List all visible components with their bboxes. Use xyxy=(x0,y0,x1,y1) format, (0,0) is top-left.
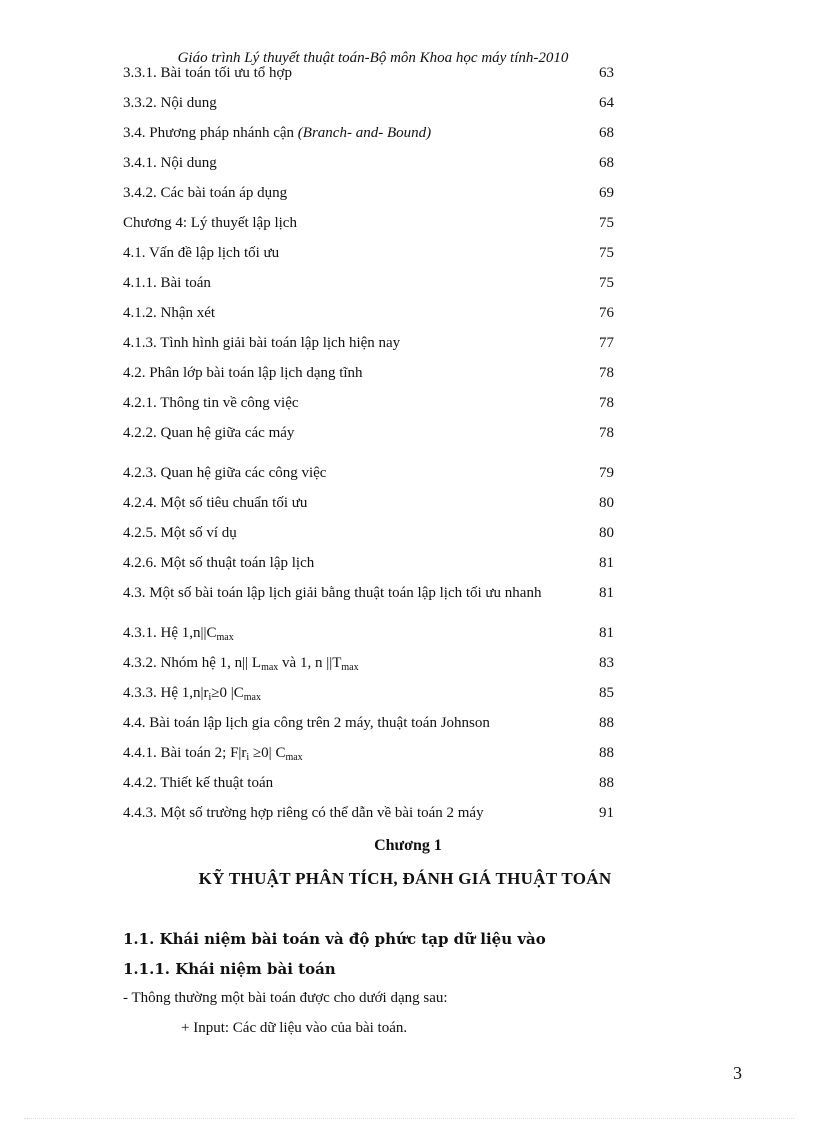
toc-entry xyxy=(123,714,623,732)
toc-entry-title: 4.3. Một số bài toán lập lịch giải bằng thuật toán lập lịch tối ưu nhanh xyxy=(123,585,542,601)
toc-entry-page: 79 xyxy=(599,465,614,481)
toc-entry xyxy=(123,244,623,262)
toc-entry-page: 88 xyxy=(599,715,614,731)
toc-entry-page: 75 xyxy=(599,275,614,291)
toc-entry-title: 4.2.2. Quan hệ giữa các máy xyxy=(123,425,295,441)
toc-entry-title: 3.3.2. Nội dung xyxy=(123,95,217,111)
subscript: max xyxy=(261,662,279,673)
toc-entry xyxy=(123,624,623,647)
toc-entry-page: 78 xyxy=(599,365,614,381)
body-paragraph: - Thông thường một bài toán được cho dưới dạng sau: xyxy=(123,990,448,1006)
toc-entry xyxy=(123,64,623,82)
toc-entry xyxy=(123,364,623,382)
toc-entry xyxy=(123,584,623,602)
toc-entry-page: 80 xyxy=(599,525,614,541)
toc-entry-page: 77 xyxy=(599,335,614,351)
toc-entry-page: 83 xyxy=(599,655,614,671)
toc-entry xyxy=(123,804,623,822)
page-number: 3 xyxy=(733,1063,742,1083)
toc-entry xyxy=(123,464,623,482)
toc-entry-title: 3.3.1. Bài toán tối ưu tổ hợp xyxy=(123,65,292,81)
toc-entry xyxy=(123,304,623,322)
toc-entry-title: 4.3.1. Hệ $1,n||C_{max}$ xyxy=(123,625,234,643)
toc-entry-title: 4.1. Vấn đề lập lịch tối ưu xyxy=(123,245,280,261)
toc-entry-page: 68 xyxy=(599,125,614,141)
toc-entry-page: 78 xyxy=(599,425,614,441)
toc-entry xyxy=(123,94,623,112)
toc-entry-page: 88 xyxy=(599,775,614,791)
toc-entry xyxy=(123,214,623,232)
toc-entry xyxy=(123,654,623,677)
subsection-heading: 1.1.1. Khái niệm bài toán xyxy=(123,960,336,978)
toc-entry-title: 3.4.2. Các bài toán áp dụng xyxy=(123,185,288,201)
toc-entry xyxy=(123,274,623,292)
toc-entry xyxy=(123,494,623,512)
subscript: max xyxy=(243,692,261,703)
toc-entry-title: 4.2.4. Một số tiêu chuẩn tối ưu xyxy=(123,495,308,511)
toc-entry-title: 4.2.3. Quan hệ giữa các công việc xyxy=(123,465,327,481)
toc-entry-page: 80 xyxy=(599,495,614,511)
bottom-divider xyxy=(24,1118,794,1119)
toc-entry-title: 4.1.3. Tình hình giải bài toán lập lịch hiện nay xyxy=(123,335,401,351)
toc-entry-page: 91 xyxy=(599,805,614,821)
subscript: max xyxy=(285,752,303,763)
toc-entry xyxy=(123,524,623,542)
running-header: Giáo trình Lý thuyết thuật toán-Bộ môn Khoa học máy tính-2010 xyxy=(177,50,569,66)
subscript: i xyxy=(246,752,250,763)
toc-entry-title: 4.3.2. Nhóm hệ 1, n|| $L_{max}$ và 1, n $||T_{max}$ xyxy=(123,655,359,673)
toc-entry-title: 4.2.1. Thông tin về công việc xyxy=(123,395,299,411)
toc-entry xyxy=(123,184,623,202)
toc-entry-page: 81 xyxy=(599,585,614,601)
toc-entry xyxy=(123,684,623,707)
toc-entry-page: 69 xyxy=(599,185,614,201)
subscript: i xyxy=(208,692,212,703)
toc-entry-page: 76 xyxy=(599,305,614,321)
toc-entry-title: 4.2.6. Một số thuật toán lập lịch xyxy=(123,555,315,571)
toc-entry xyxy=(123,334,623,352)
toc-entry xyxy=(123,394,623,412)
toc-entry-title: 4.1.2. Nhận xét xyxy=(123,305,216,321)
toc-entry xyxy=(123,774,623,792)
toc-entry-title: 4.1.1. Bài toán xyxy=(123,275,211,291)
toc-entry xyxy=(123,154,623,172)
toc-entry-title: 4.4.2. Thiết kế thuật toán xyxy=(123,775,274,791)
toc-entry-title: 4.4.1. Bài toán 2; $F|r_i \ge 0|$ $C_{max}$ xyxy=(123,745,303,763)
toc-entry-page: 88 xyxy=(599,745,614,761)
list-item-input: + Input: Các dữ liệu vào của bài toán. xyxy=(181,1020,408,1036)
toc-entry-page: 68 xyxy=(599,155,614,171)
toc-entry xyxy=(123,124,623,142)
toc-entry xyxy=(123,744,623,767)
toc-entry-page: 85 xyxy=(599,685,614,701)
subscript: max xyxy=(341,662,359,673)
toc-entry-italic: (Branch- and- Bound) xyxy=(297,125,432,141)
subscript: max xyxy=(216,632,234,643)
toc-entry-title: 4.2.5. Một số ví dụ xyxy=(123,525,237,541)
toc-entry-page: 64 xyxy=(599,95,614,111)
toc-entry-page: 75 xyxy=(599,215,614,231)
toc-entry-page: 81 xyxy=(599,555,614,571)
toc-entry-title: 4.4. Bài toán lập lịch gia công trên 2 máy, thuật toán Johnson xyxy=(123,715,490,731)
section-heading: 1.1. Khái niệm bài toán và độ phức tạp dữ liệu vào xyxy=(123,930,546,948)
toc-entry-page: 63 xyxy=(599,65,614,81)
toc-entry-page: 75 xyxy=(599,245,614,261)
toc-entry-page: 78 xyxy=(599,395,614,411)
chapter-number: Chương 1 xyxy=(374,837,442,854)
toc-entry-title: 3.4.1. Nội dung xyxy=(123,155,217,171)
toc-entry-title: 4.2. Phân lớp bài toán lập lịch dạng tĩnh xyxy=(123,365,363,381)
chapter-title: KỸ THUẬT PHÂN TÍCH, ĐÁNH GIÁ THUẬT TOÁN xyxy=(198,869,612,888)
toc-entry-title: Chương 4: Lý thuyết lập lịch xyxy=(123,215,297,231)
toc-entry-title: 4.4.3. Một số trường hợp riêng có thể dẫn về bài toán 2 máy xyxy=(123,805,484,821)
toc-entry xyxy=(123,554,623,572)
toc-entry-page: 81 xyxy=(599,625,614,641)
toc-entry-title: 4.3.3. Hệ $1,n|r_i\ge 0$ $|C_{max}$ xyxy=(123,685,261,703)
toc-entry xyxy=(123,424,623,442)
toc-entry-title: 3.4. Phương pháp nhánh cận (Branch- and- Bound) xyxy=(123,125,432,141)
